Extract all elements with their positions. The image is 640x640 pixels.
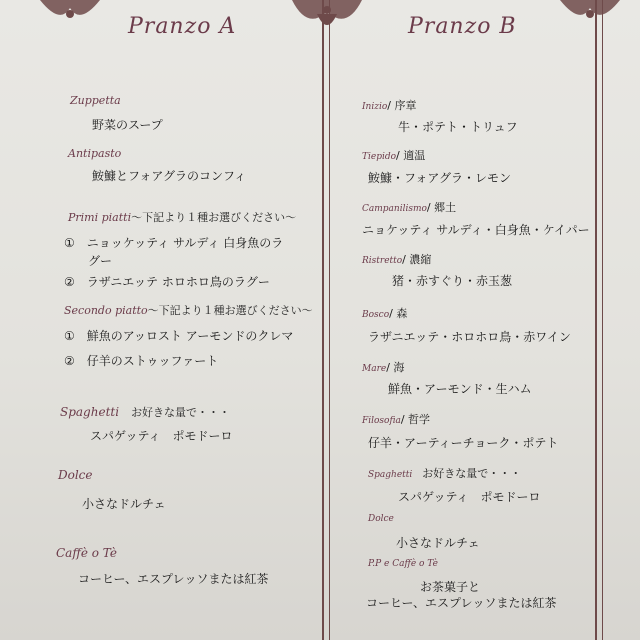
menu-b-item: 鮟鱇・フォアグラ・レモン [368,171,512,185]
menu-b-section-label: Bosco/ 森 [362,307,408,320]
right-rule-right [602,0,603,640]
menu-a-item: コーヒー、エスプレッソまたは紅茶 [78,572,269,586]
center-ornament [292,0,362,36]
menu-b-section-label: P.P e Caffè o Tè [368,559,438,569]
menu-a-item: スパゲッティ ポモドーロ [90,429,233,443]
menu-a-section-label: Primi piatti～下記より１種お選びください～ [68,211,297,224]
menu-a-item: ② 仔羊のストゥッファート [64,354,219,368]
menu-a-item: 野菜のスープ [92,118,163,132]
menu-a-title: Pranzo A [128,14,237,39]
menu-b-item: 小さなドルチェ [396,536,480,550]
selection-note: ～下記より１種お選びください～ [147,304,313,317]
menu-b-item: 仔羊・アーティーチョーク・ポテト [368,436,559,450]
selection-note: ～下記より１種お選びください～ [131,211,297,224]
menu-b-section-label: Mare/ 海 [362,361,405,374]
menu-a-section-label: Spaghetti お好きな量で・・・ [60,405,231,419]
menu-b-section-label: Ristretto/ 濃縮 [362,253,432,266]
selection-note: お好きな量で・・・ [131,406,231,419]
menu-a-item: 小さなドルチェ [82,497,166,511]
center-rule-left [322,0,324,640]
menu-a-section-label: Secondo piatto～下記より１種お選びください～ [64,304,313,317]
menu-b-section-label: Dolce [368,514,394,524]
right-corner-ornament [560,0,620,30]
menu-b-title: Pranzo B [408,14,517,39]
menu-b-section-label: Campanilismo/ 郷土 [362,201,457,214]
menu-b-item: 猪・赤すぐり・赤玉葱 [392,274,513,288]
menu-b-item: 鮮魚・アーモンド・生ハム [388,382,532,396]
menu-b-section-label: Filosofia/ 哲学 [362,413,431,426]
menu-b-section-label: Tiepido/ 適温 [362,149,426,162]
menu-a-section-label: Antipasto [68,147,122,160]
menu-a-section-label: Zuppetta [70,94,121,107]
right-rule-left [595,0,597,640]
menu-a-item: グー [88,254,113,268]
menu-b-item: お茶菓子と [420,580,481,594]
menu-b-item: 牛・ポテト・トリュフ [398,120,518,134]
menu-b-item: ニョケッティ サルディ・白身魚・ケイパー [362,223,590,237]
left-corner-ornament [40,0,100,30]
menu-b-item: コーヒー、エスプレッソまたは紅茶 [366,596,557,610]
menu-a-item: ① ニョッケッティ サルディ 白身魚のラ [64,236,284,250]
menu-a-item: ② ラザニエッテ ホロホロ鳥のラグー [64,275,270,289]
menu-a-section-label: Dolce [58,468,93,482]
menu-b-section-label: Spaghetti お好きな量で・・・ [368,467,522,480]
menu-b-section-label: Inizio/ 序章 [362,99,417,112]
menu-a-item: ① 鮮魚のアッロスト アーモンドのクレマ [64,329,294,343]
menu-a-section-label: Caffè o Tè [56,546,117,560]
menu-a-item: 鮟鱇とフォアグラのコンフィ [92,169,247,183]
center-rule-right [329,0,330,640]
menu-b-item: ラザニエッテ・ホロホロ鳥・赤ワイン [368,330,571,344]
menu-b-item: スパゲッティ ポモドーロ [398,490,541,504]
